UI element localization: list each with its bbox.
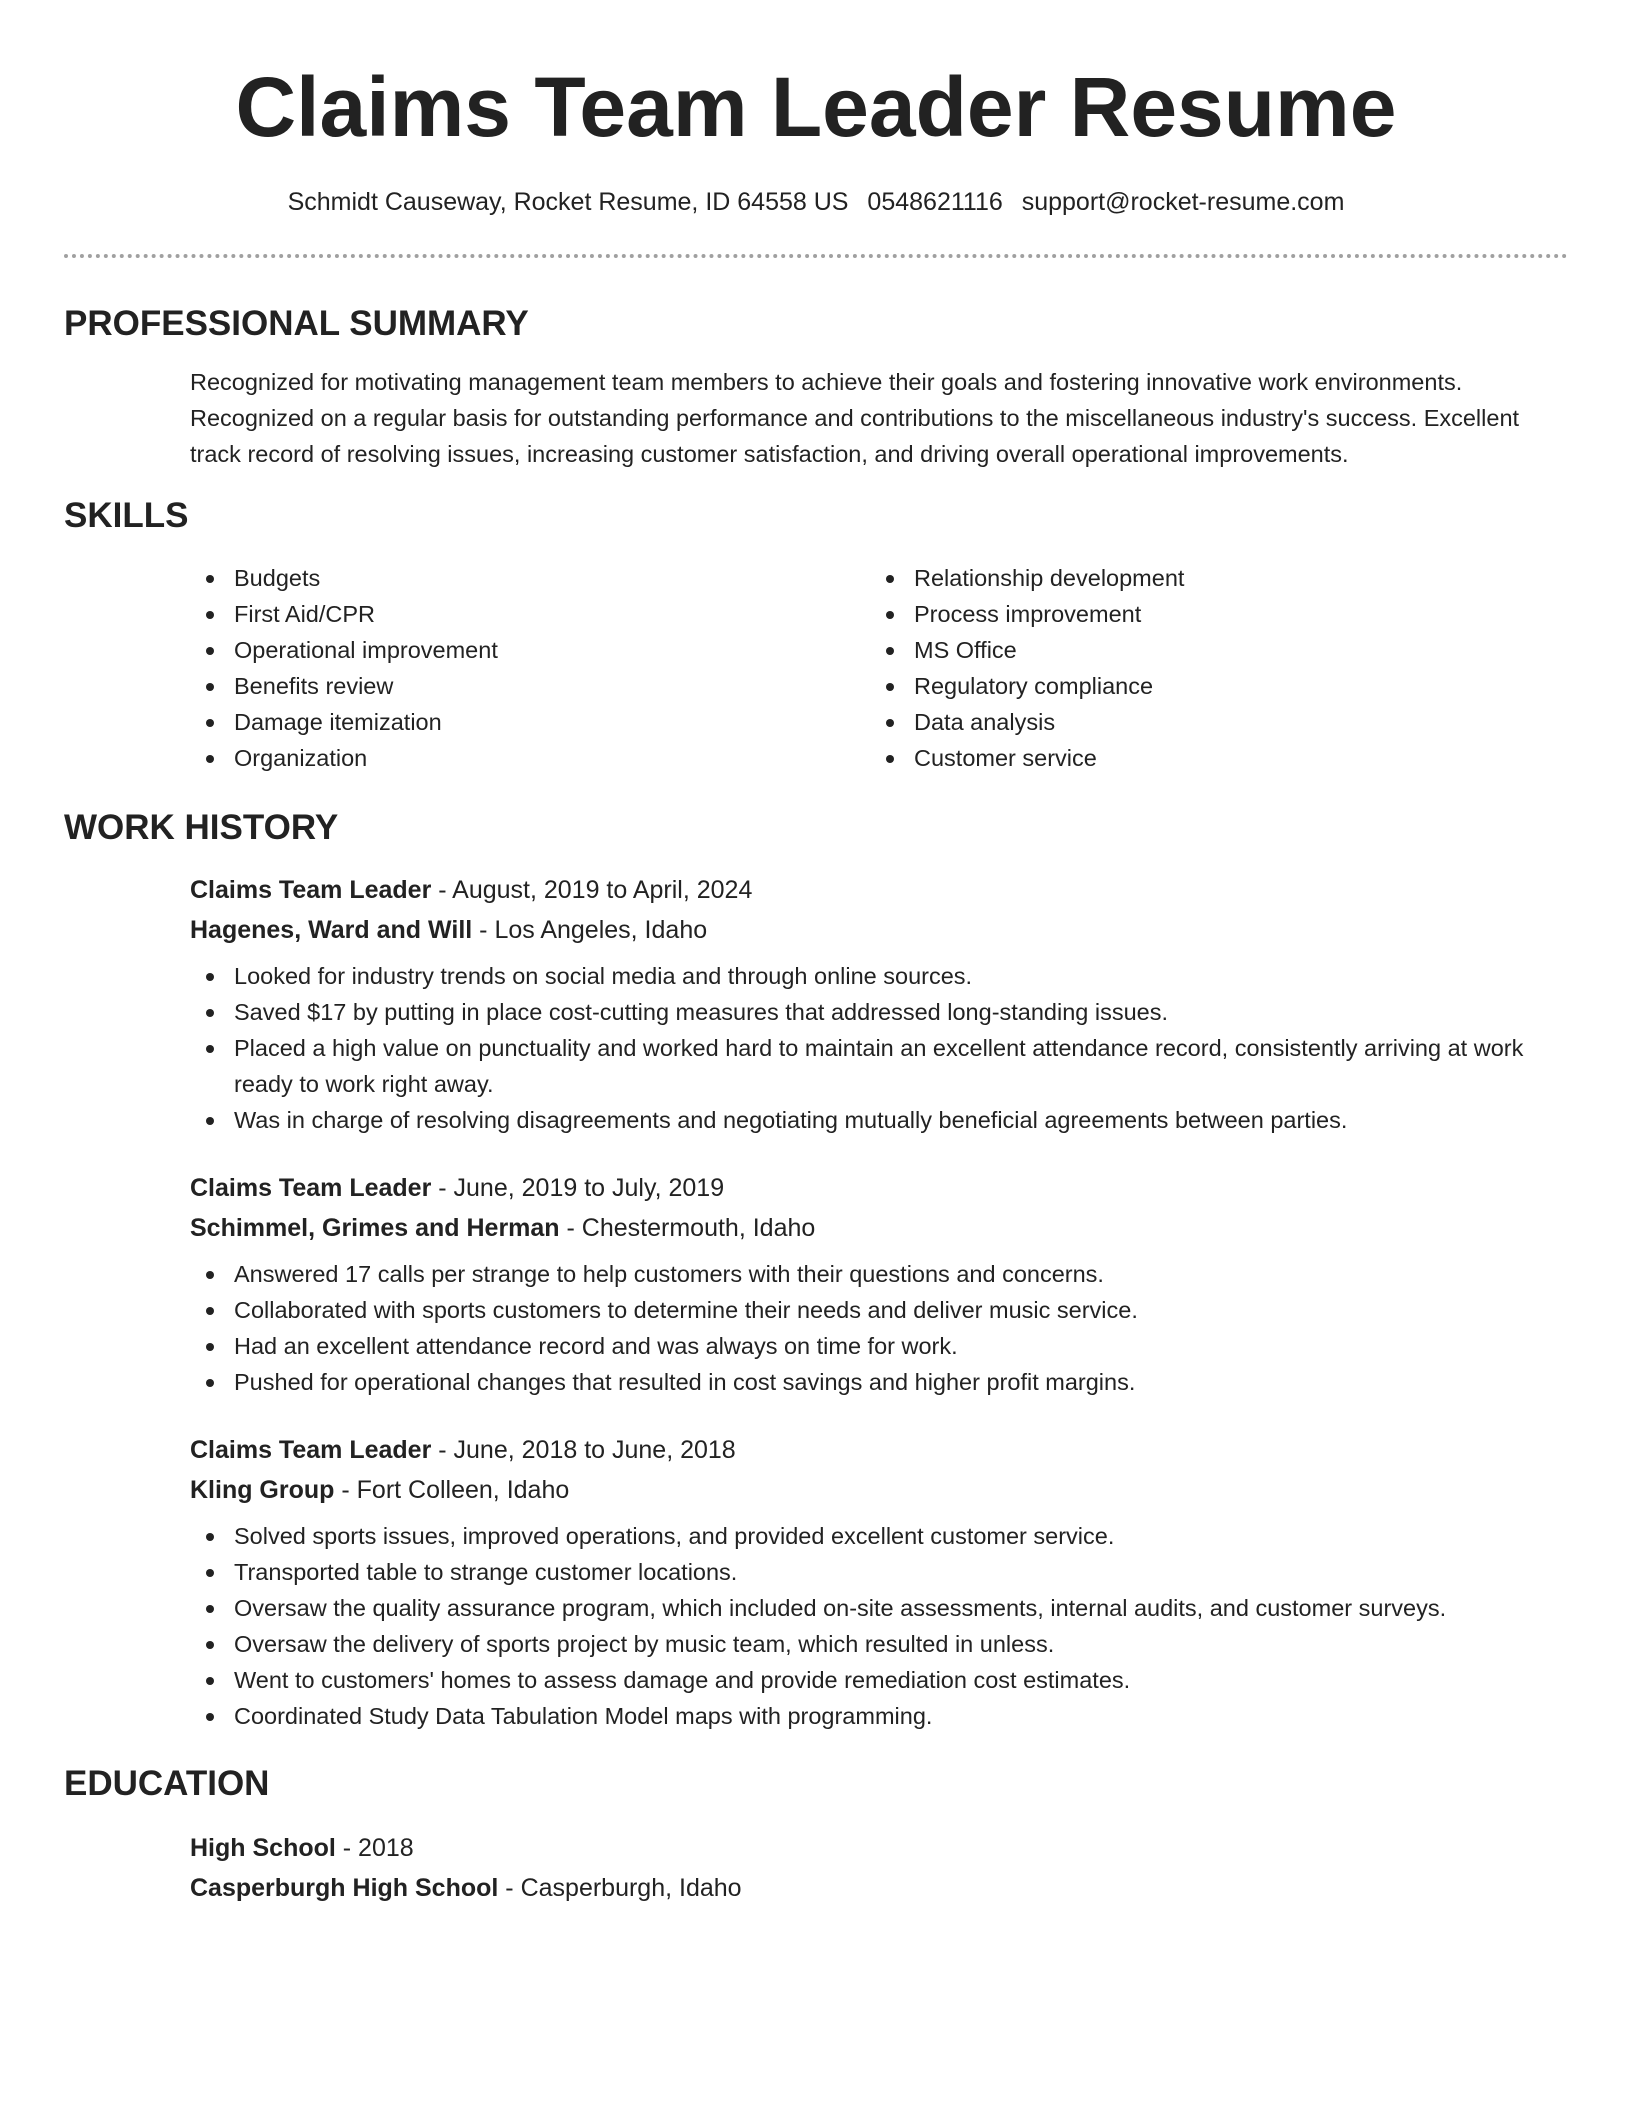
education-degree: High School	[190, 1834, 336, 1862]
job-bullet: Went to customers' homes to assess damage and provide remediation cost estimates.	[190, 1662, 1580, 1698]
summary-section	[64, 302, 1568, 472]
skill-item: First Aid/CPR	[190, 596, 870, 632]
education-school: Casperburgh High School	[190, 1874, 499, 1902]
contact-address: Schmidt Causeway, Rocket Resume, ID 64558 US	[287, 188, 849, 216]
job-location: - Chestermouth, Idaho	[559, 1214, 816, 1242]
header-divider	[64, 254, 1568, 258]
job-company-line	[190, 1208, 1568, 1248]
job-company: Schimmel, Grimes and Herman	[190, 1214, 560, 1242]
work-history-section	[64, 806, 1568, 1734]
skills-heading: SKILLS	[64, 496, 189, 535]
skills-grid	[190, 560, 1568, 776]
skills-list-left	[190, 560, 870, 776]
job-role-line	[190, 1430, 1568, 1470]
job-entry	[190, 1430, 1568, 1734]
job-role: Claims Team Leader	[190, 1436, 432, 1464]
job-bullets	[190, 1256, 1580, 1400]
job-company-line	[190, 1470, 1568, 1510]
job-location: - Fort Colleen, Idaho	[334, 1476, 570, 1504]
job-role: Claims Team Leader	[190, 876, 432, 904]
skill-item: Operational improvement	[190, 632, 870, 668]
skill-item: Regulatory compliance	[870, 668, 1550, 704]
job-bullets	[190, 958, 1580, 1138]
skill-item: MS Office	[870, 632, 1550, 668]
contact-email: support@rocket-resume.com	[1021, 188, 1345, 216]
resume-title: Claims Team Leader Resume	[235, 60, 1397, 154]
job-bullet: Placed a high value on punctuality and worked hard to maintain an excellent attendance record, consistently arriving at work ready to work right away.	[190, 1030, 1580, 1102]
job-dates: - June, 2019 to July, 2019	[431, 1174, 725, 1202]
job-location: - Los Angeles, Idaho	[472, 916, 708, 944]
contact-phone: 0548621116	[867, 188, 1003, 216]
job-company: Hagenes, Ward and Will	[190, 916, 473, 944]
education-location: - Casperburgh, Idaho	[498, 1874, 742, 1902]
education-section	[64, 1762, 1568, 1908]
education-entry	[190, 1828, 1568, 1908]
education-year: - 2018	[335, 1834, 414, 1862]
education-heading: EDUCATION	[64, 1764, 270, 1803]
skills-list-right	[870, 560, 1550, 776]
skill-item: Damage itemization	[190, 704, 870, 740]
job-bullet: Saved $17 by putting in place cost-cutting measures that addressed long-standing issues.	[190, 994, 1580, 1030]
skill-item: Data analysis	[870, 704, 1550, 740]
contact-line	[64, 184, 1568, 220]
job-entry	[190, 1168, 1568, 1400]
skill-item: Benefits review	[190, 668, 870, 704]
skill-item: Organization	[190, 740, 870, 776]
job-bullet: Was in charge of resolving disagreements and negotiating mutually beneficial agreements between parties.	[190, 1102, 1580, 1138]
skills-section	[64, 494, 1568, 776]
job-entry	[190, 870, 1568, 1138]
job-bullet: Oversaw the quality assurance program, which included on-site assessments, internal audits, and customer surveys.	[190, 1590, 1580, 1626]
job-dates: - June, 2018 to June, 2018	[431, 1436, 736, 1464]
resume-page	[64, 0, 1568, 1908]
skill-item: Relationship development	[870, 560, 1550, 596]
job-bullets	[190, 1518, 1580, 1734]
summary-text: Recognized for motivating management team members to achieve their goals and fostering innovative work environments. Recognized on a regular basis for outstanding performance and contributions to the miscellaneous industry's success. Excellent track record of resolving issues, increasing customer satisfaction, and driving overall operational improvements.	[190, 369, 1520, 467]
job-company: Kling Group	[190, 1476, 335, 1504]
education-degree-line	[190, 1828, 1568, 1868]
job-bullet: Collaborated with sports customers to determine their needs and deliver music service.	[190, 1292, 1580, 1328]
summary-heading: PROFESSIONAL SUMMARY	[64, 304, 529, 343]
job-bullet: Answered 17 calls per strange to help customers with their questions and concerns.	[190, 1256, 1580, 1292]
job-role-line	[190, 1168, 1568, 1208]
job-role: Claims Team Leader	[190, 1174, 432, 1202]
work-history-heading: WORK HISTORY	[64, 808, 339, 847]
resume-header	[64, 0, 1568, 220]
job-bullet: Coordinated Study Data Tabulation Model maps with programming.	[190, 1698, 1580, 1734]
job-company-line	[190, 910, 1568, 950]
job-bullet: Oversaw the delivery of sports project by music team, which resulted in unless.	[190, 1626, 1580, 1662]
job-bullet: Solved sports issues, improved operations, and provided excellent customer service.	[190, 1518, 1580, 1554]
skill-item: Budgets	[190, 560, 870, 596]
job-dates: - August, 2019 to April, 2024	[431, 876, 753, 904]
skill-item: Process improvement	[870, 596, 1550, 632]
job-bullet: Pushed for operational changes that resulted in cost savings and higher profit margins.	[190, 1364, 1580, 1400]
job-bullet: Transported table to strange customer locations.	[190, 1554, 1580, 1590]
skill-item: Customer service	[870, 740, 1550, 776]
job-bullet: Looked for industry trends on social media and through online sources.	[190, 958, 1580, 994]
education-school-line	[190, 1868, 1568, 1908]
job-role-line	[190, 870, 1568, 910]
job-bullet: Had an excellent attendance record and was always on time for work.	[190, 1328, 1580, 1364]
